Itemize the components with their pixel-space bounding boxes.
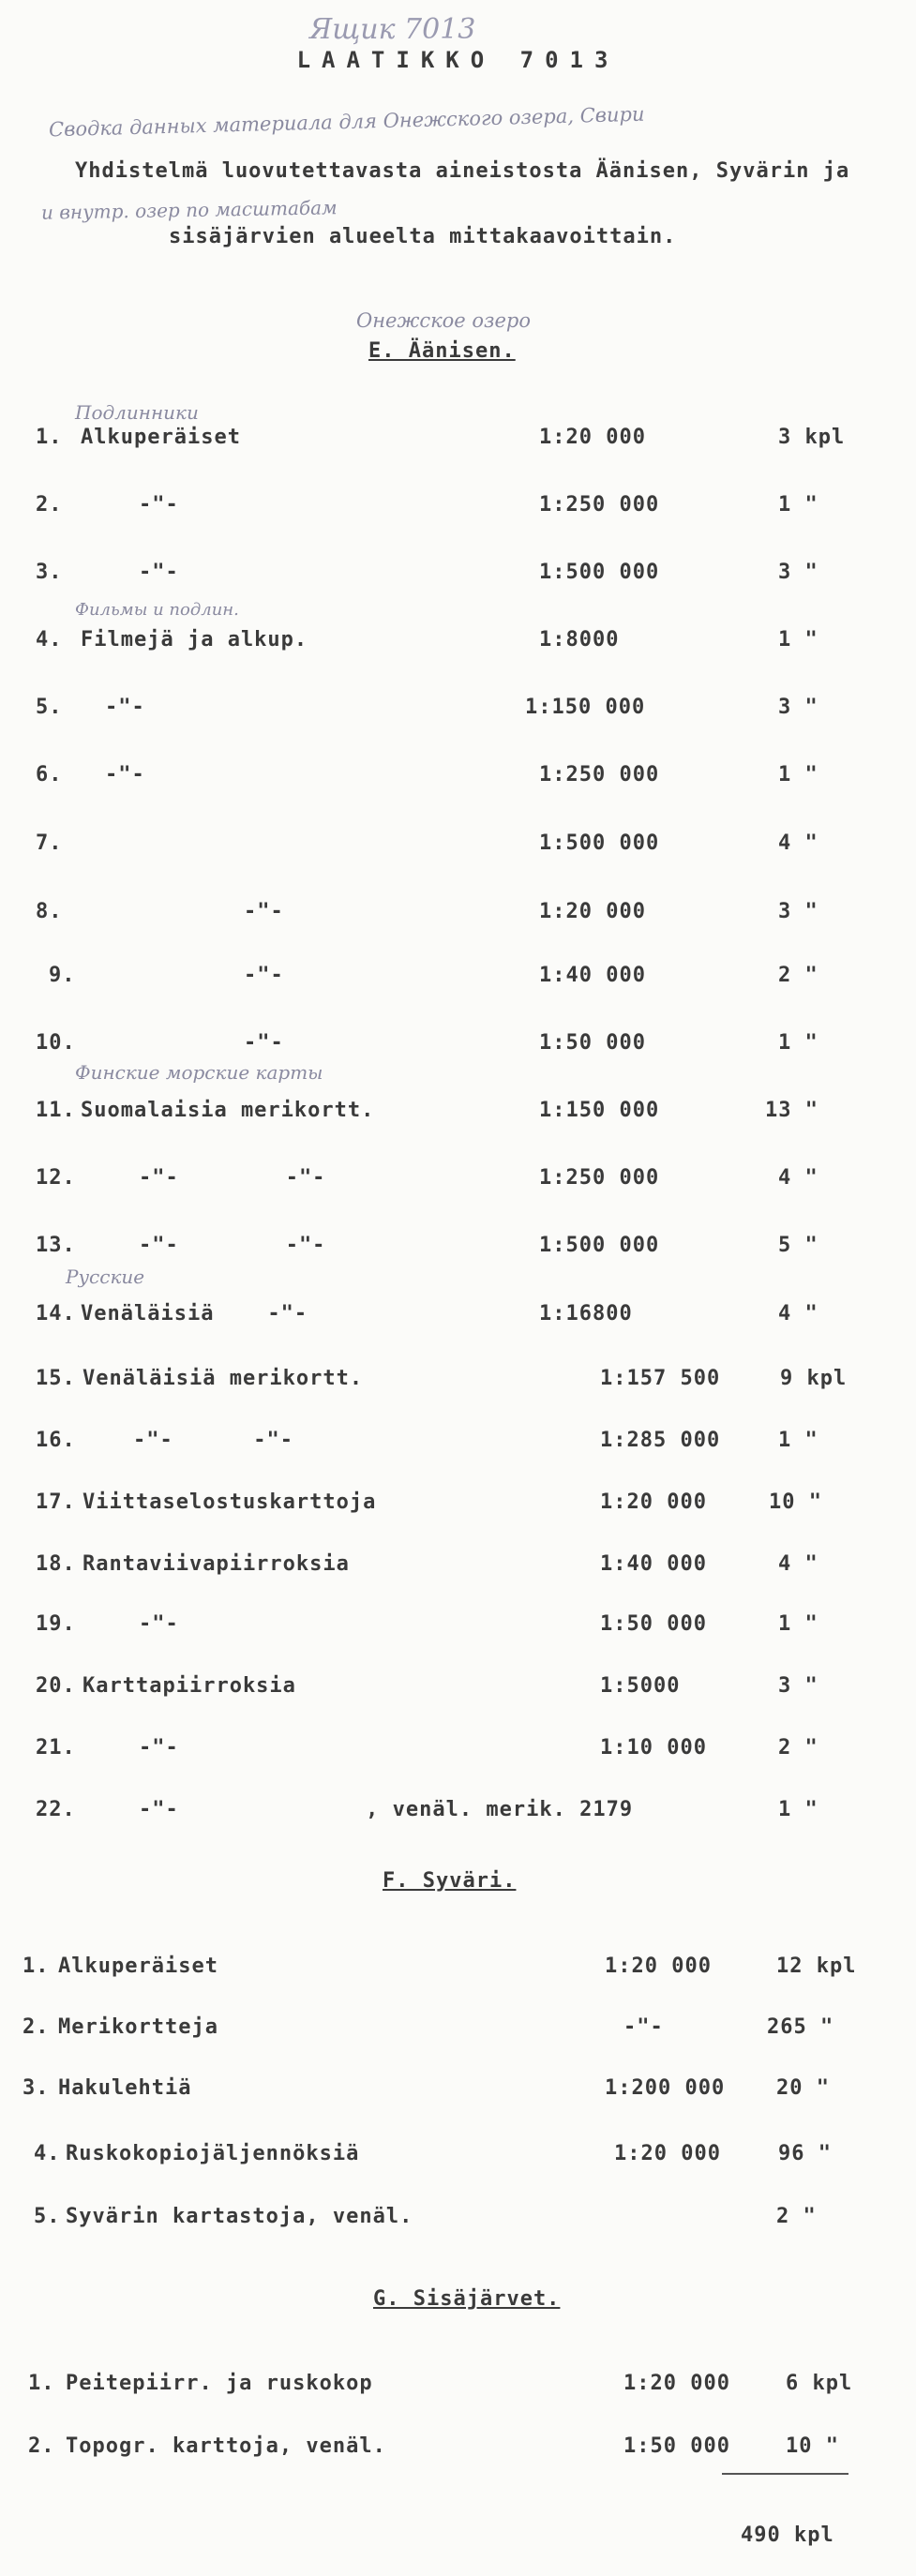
handwritten-box-note: Ящик 7013 [309,13,476,46]
e-row-16-desc: -"- -"- [133,1429,293,1452]
f-row-5-desc: Syvärin kartastoja, venäl. [66,2205,413,2228]
f-row-4-desc: Ruskokopiojäljennöksiä [66,2142,360,2165]
e-row-8-scale: 1:20 000 [539,900,646,923]
g-row-2-qty: 10 " [786,2434,839,2458]
e-row-17-scale: 1:20 000 [600,1490,707,1514]
section-e-title [368,339,516,363]
e-row-1-scale: 1:20 000 [539,426,646,449]
e-row-4-qty: 1 " [778,628,818,651]
e-row-21-qty: 2 " [778,1736,818,1760]
e-row-13-scale: 1:500 000 [539,1234,660,1257]
e-row-9-scale: 1:40 000 [539,964,646,987]
e-row-5-num: 5. [36,696,63,719]
f-row-2-num: 2. [23,2015,50,2039]
f-row-1-scale: 1:20 000 [605,1954,712,1978]
e-row-7-num: 7. [36,831,63,855]
section-g-title [373,2287,560,2311]
e-row-7-qty: 4 " [778,831,818,855]
e-row-11-scale: 1:150 000 [539,1099,660,1122]
e-row-10-num: 10. [36,1031,76,1055]
f-row-1-desc: Alkuperäiset [58,1954,218,1978]
handwritten-intro-line2: и внутр. озер по масштабам [40,196,338,224]
e-row-19-scale: 1:50 000 [600,1612,707,1636]
e-row-20-num: 20. [36,1674,76,1698]
e-row-18-num: 18. [36,1552,76,1576]
f-row-3-desc: Hakulehtiä [58,2076,192,2100]
e-row-21-num: 21. [36,1736,76,1760]
e-row-8-num: 8. [36,900,63,923]
f-row-2-desc: Merikortteja [58,2015,218,2039]
e-row-19-num: 19. [36,1612,76,1636]
grand-total: 490 kpl [741,2524,834,2547]
f-row-5-qty: 2 " [776,2205,817,2228]
e-row-22-num: 22. [36,1798,76,1821]
f-row-1-qty: 12 kpl [776,1954,857,1978]
e-row-9-qty: 2 " [778,964,818,987]
f-row-5-num: 5. [34,2205,61,2228]
e-row-11-qty: 13 " [765,1099,818,1122]
f-row-1-num: 1. [23,1954,50,1978]
e-row-10-scale: 1:50 000 [539,1031,646,1055]
g-row-1-qty: 6 kpl [786,2372,853,2395]
e-row-5-qty: 3 " [778,696,818,719]
e-row-15-qty: 9 kpl [780,1367,848,1390]
e-row-2-desc: -"- [139,493,179,517]
handwritten-item1-note: Подлинники [75,401,199,424]
e-row-6-scale: 1:250 000 [539,763,660,786]
e-row-17-qty: 10 " [769,1490,822,1514]
e-row-8-desc: -"- [244,900,284,923]
e-row-6-desc: -"- [105,763,145,786]
header-line-1: Yhdistelmä luovutettavasta aineistosta Äänisen, Syvärin ja [75,159,850,183]
e-row-13-qty: 5 " [778,1234,818,1257]
e-row-1-desc: Alkuperäiset [81,426,241,449]
f-row-2-qty: 265 " [767,2015,834,2039]
f-row-4-qty: 96 " [778,2142,832,2165]
e-row-18-qty: 4 " [778,1552,818,1576]
f-row-4-scale: 1:20 000 [614,2142,721,2165]
handwritten-section-e-note: Онежское озеро [356,309,532,332]
e-row-1-num: 1. [36,426,63,449]
e-row-16-num: 16. [36,1429,76,1452]
g-row-1-desc: Peitepiirr. ja ruskokop [66,2372,373,2395]
e-row-9-desc: -"- [244,964,284,987]
e-row-20-qty: 3 " [778,1674,818,1698]
f-row-3-scale: 1:200 000 [605,2076,726,2100]
e-row-21-scale: 1:10 000 [600,1736,707,1760]
section-f-title-text: F. Syväri. [383,1869,517,1893]
e-row-14-scale: 1:16800 [539,1302,633,1325]
e-row-18-desc: Rantaviivapiirroksia [83,1552,350,1576]
e-row-5-desc: -"- [105,696,145,719]
e-row-2-scale: 1:250 000 [539,493,660,517]
e-row-16-scale: 1:285 000 [600,1429,721,1452]
e-row-13-desc: -"- -"- [139,1234,326,1257]
e-row-3-desc: -"- [139,561,179,584]
section-f-title [383,1869,516,1893]
e-row-12-desc: -"- -"- [139,1166,326,1190]
e-row-1-qty: 3 kpl [778,426,846,449]
page-title: LAATIKKO 7013 [296,47,620,73]
e-row-9-num: 9. [49,964,76,987]
header-line-2: sisäjärvien alueelta mittakaavoittain. [169,225,677,248]
e-row-11-desc: Suomalaisia merikortt. [81,1099,375,1122]
f-row-4-num: 4. [34,2142,61,2165]
e-row-5-scale: 1:150 000 [525,696,646,719]
e-row-20-desc: Karttapiirroksia [83,1674,296,1698]
e-row-3-num: 3. [36,561,63,584]
handwritten-intro-line1: Сводка данных материала для Онежского озера, Свири [48,102,645,142]
e-row-22-qty: 1 " [778,1798,818,1821]
e-row-10-desc: -"- [244,1031,284,1055]
e-row-11-num: 11. [36,1099,76,1122]
e-row-4-scale: 1:8000 [539,628,620,651]
e-row-18-scale: 1:40 000 [600,1552,707,1576]
e-row-3-scale: 1:500 000 [539,561,660,584]
g-row-2-num: 2. [28,2434,55,2458]
e-row-15-num: 15. [36,1367,76,1390]
e-row-12-scale: 1:250 000 [539,1166,660,1190]
e-row-12-qty: 4 " [778,1166,818,1190]
e-row-17-num: 17. [36,1490,76,1514]
section-e-title-text: E. Äänisen. [368,339,516,363]
e-row-2-num: 2. [36,493,63,517]
f-row-3-qty: 20 " [776,2076,830,2100]
sum-rule [722,2473,848,2475]
e-row-17-desc: Viittaselostuskarttoja [83,1490,377,1514]
e-row-7-scale: 1:500 000 [539,831,660,855]
e-row-10-qty: 1 " [778,1031,818,1055]
e-row-15-desc: Venäläisiä merikortt. [83,1367,364,1390]
e-row-20-scale: 1:5000 [600,1674,681,1698]
g-row-2-desc: Topogr. karttoja, venäl. [66,2434,386,2458]
e-row-19-qty: 1 " [778,1612,818,1636]
e-row-21-desc: -"- [139,1736,179,1760]
e-row-3-qty: 3 " [778,561,818,584]
g-row-1-num: 1. [28,2372,55,2395]
e-row-6-qty: 1 " [778,763,818,786]
e-row-16-qty: 1 " [778,1429,818,1452]
handwritten-item14-note: Русские [66,1266,145,1288]
e-row-15-scale: 1:157 500 [600,1367,721,1390]
e-row-13-num: 13. [36,1234,76,1257]
f-row-3-num: 3. [23,2076,50,2100]
e-row-12-num: 12. [36,1166,76,1190]
handwritten-item11-note: Финские морские карты [75,1061,323,1084]
g-row-1-scale: 1:20 000 [623,2372,730,2395]
e-row-22-desc: -"- , venäl. merik. 2179 [139,1798,634,1821]
e-row-4-desc: Filmejä ja alkup. [81,628,308,651]
e-row-14-qty: 4 " [778,1302,818,1325]
section-g-title-text: G. Sisäjärvet. [373,2287,561,2311]
e-row-4-num: 4. [36,628,63,651]
handwritten-item4-note: Фильмы и подлин. [75,600,239,620]
g-row-2-scale: 1:50 000 [623,2434,730,2458]
e-row-14-desc: Venäläisiä -"- [81,1302,308,1325]
f-row-2-scale: -"- [623,2015,664,2039]
e-row-6-num: 6. [36,763,63,786]
e-row-2-qty: 1 " [778,493,818,517]
e-row-19-desc: -"- [139,1612,179,1636]
e-row-14-num: 14. [36,1302,76,1325]
e-row-8-qty: 3 " [778,900,818,923]
